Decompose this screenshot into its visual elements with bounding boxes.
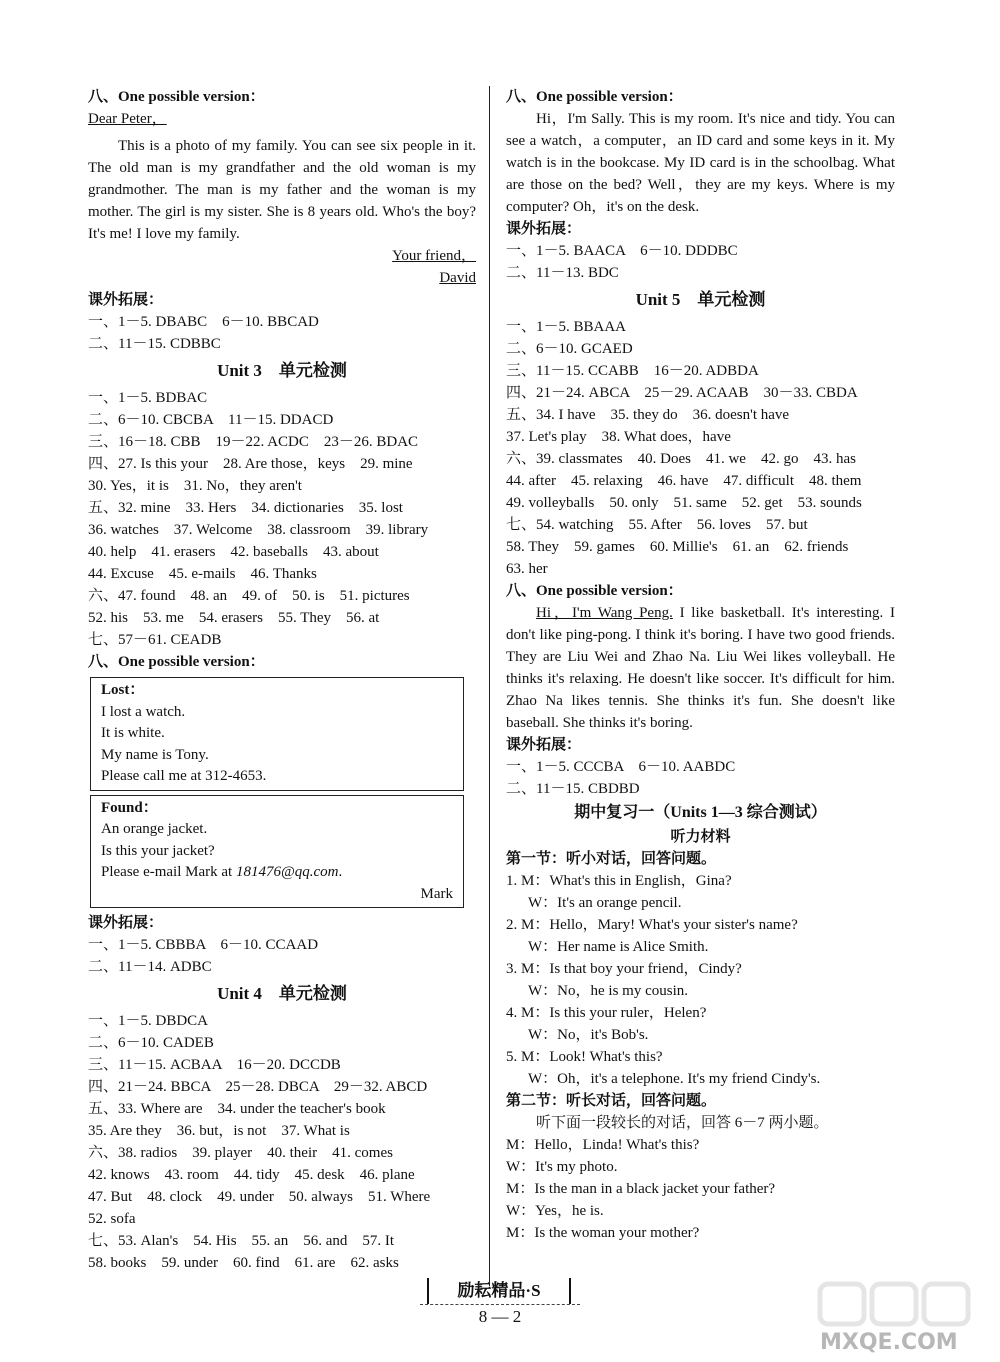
dialog-line: 1. M：What's this in English，Gina? [506,873,732,889]
dialog-line: 3. M：Is that boy your friend，Cindy? [506,961,742,977]
answer-line: 一、1－5. BAACA 6－10. DDDBC [506,243,738,259]
answer-line: 58. They 59. games 60. Millie's 61. an 62. friends [506,539,849,555]
answer-line: 七、57－61. CEADB [88,632,222,648]
letter-sign: David [439,270,476,286]
answer-line: 一、1－5. DBABC 6－10. BBCAD [88,314,319,330]
watermark-text: MXQE.COM [820,1330,958,1355]
dialog-line: 4. M：Is this your ruler，Helen? [506,1005,707,1021]
answer-line: 36. watches 37. Welcome 38. classroom 39. library [88,522,429,538]
dialog-line: W：Yes，he is. [506,1203,604,1219]
dialog-line: W：Her name is Alice Smith. [528,939,709,955]
answer-line: 一、1－5. CCCBA 6－10. AABDC [506,759,736,775]
dialog-line: W：No，it's Bob's. [528,1027,649,1043]
answer-line: 五、34. I have 35. they do 36. doesn't have [506,407,790,423]
answer-line: 三、16－18. CBB 19－22. ACDC 23－26. BDAC [88,434,419,450]
dialog-line: M：Is the woman your mother? [506,1225,700,1241]
dialog-line: W：No，he is my cousin. [528,983,688,999]
notice-line: I lost a watch. [101,703,186,720]
extension-title: 课外拓展： [506,221,582,237]
letter-close: Your friend， [392,248,476,264]
column-divider [489,86,490,1286]
section-eight-title: 八、One possible version： [88,89,265,105]
letter-body: This is a photo of my family. You can see six people in it. The old man is my grandfather and the old woman is my grandmother. The man is my father and the woman is my mother. The girl is my sister. She is 8 years old. Who's the boy? It's me! I love my family. [88,138,476,242]
extension-title: 课外拓展： [88,915,164,931]
answer-line: 二、11－15. CDBBC [88,336,221,352]
answer-line: 五、32. mine 33. Hers 34. dictionaries 35. lost [88,500,403,516]
notice-line: It is white. [101,725,165,741]
dialog-line: M：Hello，Linda! What's this? [506,1137,700,1153]
found-notice [90,795,464,909]
answer-line: 三、11－15. ACBAA 16－20. DCCDB [88,1057,341,1073]
answer-line: 四、27. Is this your 28. Are those，keys 29. mine [88,456,413,472]
answer-line: 七、53. Alan's 54. His 55. an 56. and 57. It [88,1233,395,1249]
answer-line: 44. after 45. relaxing 46. have 47. difficult 48. them [506,473,862,489]
dialog-line: W：Oh，it's a telephone. It's my friend Cindy's. [528,1071,821,1087]
answer-line: 49. volleyballs 50. only 51. same 52. get 53. sounds [506,495,862,511]
page-number: 8 — 2 [478,1307,522,1326]
answer-line: 一、1－5. DBDCA [88,1013,209,1029]
answer-line: 37. Let's play 38. What does，have [506,429,731,445]
answer-line: 六、39. classmates 40. Does 41. we 42. go 43. has [506,451,856,467]
answer-line: 二、11－14. ADBC [88,959,212,975]
email-address: 181476@qq.com [235,864,339,880]
letter-greeting: Dear Peter， [88,111,167,127]
notice-line [101,862,453,884]
brand-logo: 励耘精品·S [427,1278,571,1304]
dialog-line: 5. M：Look! What's this? [506,1049,663,1065]
answer-line: 42. knows 43. room 44. tidy 45. desk 46. plane [88,1167,415,1183]
unit5-title: Unit 5 单元检测 [635,290,766,309]
answer-line: 40. help 41. erasers 42. baseballs 43. about [88,544,379,560]
answer-line: 五、33. Where are 34. under the teacher's book [88,1101,386,1117]
section-eight-title: 八、One possible version： [506,583,683,599]
extension-title: 课外拓展： [506,737,582,753]
answer-line: 30. Yes，it is 31. No，they aren't [88,478,302,494]
dialog-line: W：It's an orange pencil. [528,895,682,911]
lost-title: Lost： [101,682,145,698]
section2-intro: 听下面一段较长的对话，回答 6－7 两小题。 [536,1115,829,1131]
extension-title: 课外拓展： [88,292,164,308]
answer-line: 一、1－5. CBBBA 6－10. CCAAD [88,937,319,953]
email-prefix: Please e-mail Mark at [101,864,236,880]
answer-line: 六、47. found 48. an 49. of 50. is 51. pictures [88,588,410,604]
answer-line: 四、21－24. ABCA 25－29. ACAAB 30－33. CBDA [506,385,858,401]
found-sign: Mark [420,885,453,902]
answer-line: 44. Excuse 45. e-mails 46. Thanks [88,566,317,582]
found-title: Found： [101,799,158,816]
answer-line: 二、6－10. GCAED [506,341,633,357]
dialog-line: M：Is the man in a black jacket your father? [506,1181,776,1197]
dialog-line: W：It's my photo. [506,1159,618,1175]
answer-line: 三、11－15. CCABB 16－20. ADBDA [506,363,759,379]
wang-body: I like basketball. It's interesting. I don't like ping-pong. I think it's boring. I have two good friends. They are Liu Wei and Zhao Na. Liu Wei likes volleyball. He thinks it's relaxing. He doesn't like soccer. It's difficult for him. Zhao Na likes tennis. She thinks it's fun. She doesn't like baseball. She thinks it's boring. [506,605,895,731]
section-eight-title: 八、One possible version： [88,654,265,670]
section-eight-title: 八、One possible version： [506,89,683,105]
answer-line: 二、6－10. CBCBA 11－15. DDACD [88,412,334,428]
answer-line: 58. books 59. under 60. find 61. are 62. asks [88,1255,399,1271]
right-column [506,86,895,1244]
wang-peng-text [506,602,895,734]
unit4-title: Unit 4 单元检测 [217,984,347,1003]
section2-title: 第二节：听长对话，回答问题。 [506,1093,717,1109]
notice-line: An orange jacket. [101,821,208,837]
answer-line: 一、1－5. BDBAC [88,390,208,406]
answer-line: 35. Are they 36. but，is not 37. What is [88,1123,350,1139]
answer-line: 52. his 53. me 54. erasers 55. They 56. at [88,610,380,626]
lost-notice [90,677,464,791]
left-column [88,86,476,1274]
answer-line: 二、11－13. BDC [506,265,619,281]
answer-line: 52. sofa [88,1211,136,1227]
answer-line: 七、54. watching 55. After 56. loves 57. but [506,517,808,533]
answer-line: 六、38. radios 39. player 40. their 41. comes [88,1145,393,1161]
sally-text: Hi，I'm Sally. This is my room. It's nice and tidy. You can see a watch，a computer，an ID card and some keys in it. My watch is in the bookcase. My ID card is in the schoolbag. What are those on the bed? Well，they are my keys. Where is my computer? Oh，it's on the desk. [506,111,895,215]
answer-line: 四、21－24. BBCA 25－28. DBCA 29－32. ABCD [88,1079,428,1095]
review-title: 期中复习一（Units 1—3 综合测试） [574,804,827,821]
answer-line: 一、1－5. BBAAA [506,319,627,335]
answer-line: 二、6－10. CADEB [88,1035,214,1051]
unit3-title: Unit 3 单元检测 [217,361,347,380]
notice-line: My name is Tony. [101,746,209,763]
dialog-line: 2. M：Hello，Mary! What's your sister's name? [506,917,798,933]
wang-intro: Hi，I'm Wang Peng. [536,605,673,621]
footer-dash [420,1304,580,1305]
answer-line: 63. her [506,561,548,577]
notice-line: Please call me at 312-4653. [101,768,267,784]
answer-line: 47. But 48. clock 49. under 50. always 51. Where [88,1189,431,1205]
listening-title: 听力材料 [670,829,731,845]
section1-title: 第一节：听小对话，回答问题。 [506,851,717,867]
notice-line: Is this your jacket? [101,842,215,859]
answer-line: 二、11－15. CBDBD [506,781,640,797]
email-suffix: . [338,864,343,880]
